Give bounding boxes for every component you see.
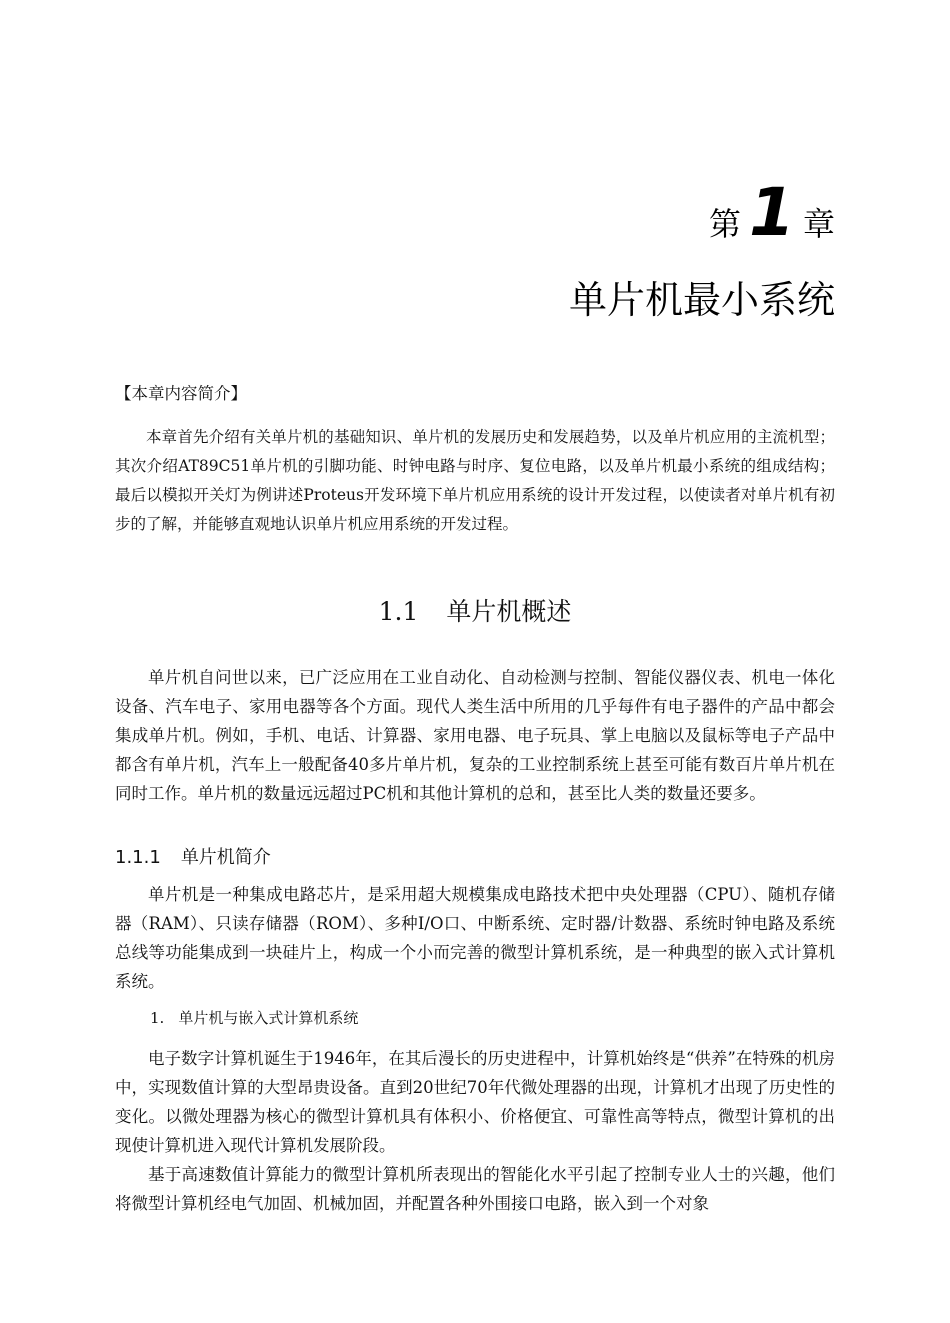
subsection-heading: [115, 845, 271, 870]
item-paragraph-1: 电子数字计算机诞生于1946年，在其后漫长的历史进程中，计算机始终是“供养”在特殊的机房中，实现数值计算的大型昂贵设备。直到20世纪70年代微处理器的出现，计算机才出现了历史性的变化。以微处理器为核心的微型计算机具有体积小、价格便宜、可靠性高等特点，微型计算机的出现使计算机进入现代计算机发展阶段。: [115, 1049, 835, 1155]
chapter-suffix: 章: [802, 205, 835, 243]
chapter-number: 1: [749, 174, 795, 251]
item-title: 单片机与嵌入式计算机系统: [178, 1009, 359, 1027]
section-number: 1.1: [378, 597, 419, 626]
chapter-prefix: 第: [709, 205, 742, 243]
intro-paragraph: 本章首先介绍有关单片机的基础知识、单片机的发展历史和发展趋势，以及单片机应用的主流机型；其次介绍AT89C51单片机的引脚功能、时钟电路与时序、复位电路，以及单片机最小系统的组成结构；最后以模拟开关灯为例讲述Proteus开发环境下单片机应用系统的设计开发过程，以使读者对单片机有初步的了解，并能够直观地认识单片机应用系统的开发过程。: [115, 428, 835, 533]
item-number: 1.: [150, 1009, 165, 1027]
chapter-title: 单片机最小系统: [568, 278, 835, 322]
subsection-paragraph: 单片机是一种集成电路芯片，是采用超大规模集成电路技术把中央处理器（CPU）、随机存储器（RAM）、只读存储器（ROM）、多种I/O口、中断系统、定时器/计数器、系统时钟电路及系统总线等功能集成到一块硅片上，构成一个小而完善的微型计算机系统，是一种典型的嵌入式计算机系统。: [115, 885, 835, 991]
subsection-title: 单片机简介: [180, 847, 271, 868]
section-paragraph: 单片机自问世以来，已广泛应用在工业自动化、自动检测与控制、智能仪器仪表、机电一体化设备、汽车电子、家用电器等各个方面。现代人类生活中所用的几乎每件有电子器件的产品中都会集成单片机。例如，手机、电话、计算器、家用电器、电子玩具、掌上电脑以及鼠标等电子产品中都含有单片机，汽车上一般配备40多片单片机，复杂的工业控制系统上甚至可能有数百片单片机在同时工作。单片机的数量远远超过PC机和其他计算机的总和，甚至比人类的数量还要多。: [115, 668, 835, 803]
section-title: 单片机概述: [446, 597, 572, 626]
item-paragraph-2: 基于高速数值计算能力的微型计算机所表现出的智能化水平引起了控制专业人士的兴趣，他们将微型计算机经电气加固、机械加固，并配置各种外围接口电路，嵌入到一个对象: [115, 1165, 835, 1213]
intro-heading: 【本章内容简介】: [115, 384, 247, 403]
chapter-label: [709, 174, 835, 251]
item-heading: [150, 1008, 358, 1029]
subsection-number: 1.1.1: [115, 847, 161, 868]
section-heading: [0, 596, 950, 629]
